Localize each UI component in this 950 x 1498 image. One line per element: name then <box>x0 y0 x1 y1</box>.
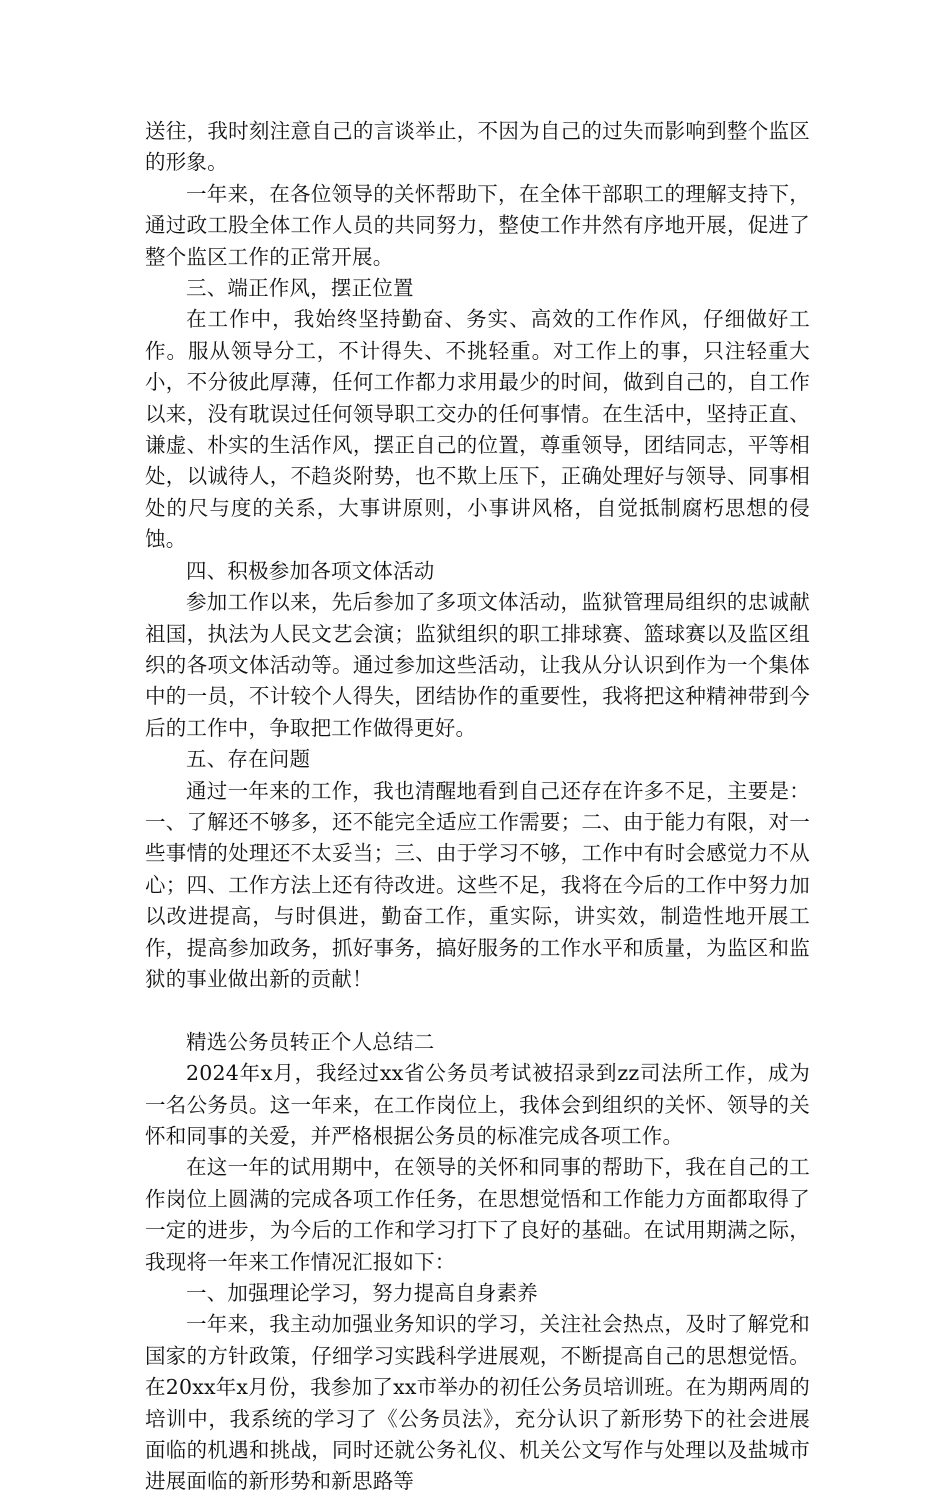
section-heading: 精选公务员转正个人总结二 <box>186 1029 435 1054</box>
body-paragraph: 送往，我时刻注意自己的言谈举止，不因为自己的过失而影响到整个监区的形象。 <box>145 119 810 175</box>
section-heading: 三、端正作风，摆正位置 <box>186 276 414 301</box>
body-paragraph: 在这一年的试用期中，在领导的关怀和同事的帮助下，我在自己的工作岗位上圆满的完成各项工作任务，在思想觉悟和工作能力方面都取得了一定的进步，为今后的工作和学习打下了良好的基础。在试用期满之际，我现将一年来工作情况汇报如下： <box>145 1155 810 1274</box>
document-page <box>145 116 810 1498</box>
body-paragraph: 一年来，我主动加强业务知识的学习，关注社会热点，及时了解党和国家的方针政策，仔细学习实践科学进展观，不断提高自己的思想觉悟。在20xx年x月份，我参加了xx市举办的初任公务员培训班。在为期两周的培训中，我系统的学习了《公务员法》，充分认识了新形势下的社会进展面临的机遇和挑战，同时还就公务礼仪、机关公文写作与处理以及盐城市进展面临的新形势和新思路等 <box>145 1312 810 1494</box>
section-heading: 四、积极参加各项文体活动 <box>186 558 435 583</box>
body-paragraph: 一年来，在各位领导的关怀帮助下，在全体干部职工的理解支持下，通过政工股全体工作人员的共同努力，整使工作井然有序地开展，促进了整个监区工作的正常开展。 <box>145 181 810 269</box>
body-paragraph: 2024年x月，我经过xx省公务员考试被招录到zz司法所工作，成为一名公务员。这一年来，在工作岗位上，我体会到组织的关怀、领导的关怀和同事的关爱，并严格根据公务员的标准完成各项工作。 <box>145 1061 810 1148</box>
body-paragraph: 在工作中，我始终坚持勤奋、务实、高效的工作作风，仔细做好工作。服从领导分工，不计得失、不挑轻重。对工作上的事，只注轻重大小，不分彼此厚薄，任何工作都力求用最少的时间，做到自己的，自工作以来，没有耽误过任何领导职工交办的任何事情。在生活中，坚持正直、谦虚、朴实的生活作风，摆正自己的位置，尊重领导，团结同志，平等相处，以诚待人，不趋炎附势，也不欺上压下，正确处理好与领导、同事相处的尺与度的关系，大事讲原则，小事讲风格，自觉抵制腐朽思想的侵蚀。 <box>145 307 810 552</box>
section-heading: 一、加强理论学习，努力提高自身素养 <box>186 1281 538 1306</box>
blank-line <box>145 995 810 1026</box>
body-paragraph: 参加工作以来，先后参加了多项文体活动，监狱管理局组织的忠诚献祖国，执法为人民文艺会演；监狱组织的职工排球赛、篮球赛以及监区组织的各项文体活动等。通过参加这些活动，让我从分认识到作为一个集体中的一员，不计较个人得失，团结协作的重要性，我将把这种精神带到今后的工作中，争取把工作做得更好。 <box>145 590 810 740</box>
section-heading: 五、存在问题 <box>186 747 311 772</box>
body-paragraph: 通过一年来的工作，我也清醒地看到自己还存在许多不足，主要是：一、了解还不够多，还不能完全适应工作需要；二、由于能力有限，对一些事情的处理还不太妥当；三、由于学习不够，工作中有时会感觉力不从心；四、工作方法上还有待改进。这些不足，我将在今后的工作中努力加以改进提高，与时俱进，勤奋工作，重实际，讲实效，制造性地开展工作，提高参加政务，抓好事务，搞好服务的工作水平和质量，为监区和监狱的事业做出新的贡献！ <box>145 778 810 991</box>
